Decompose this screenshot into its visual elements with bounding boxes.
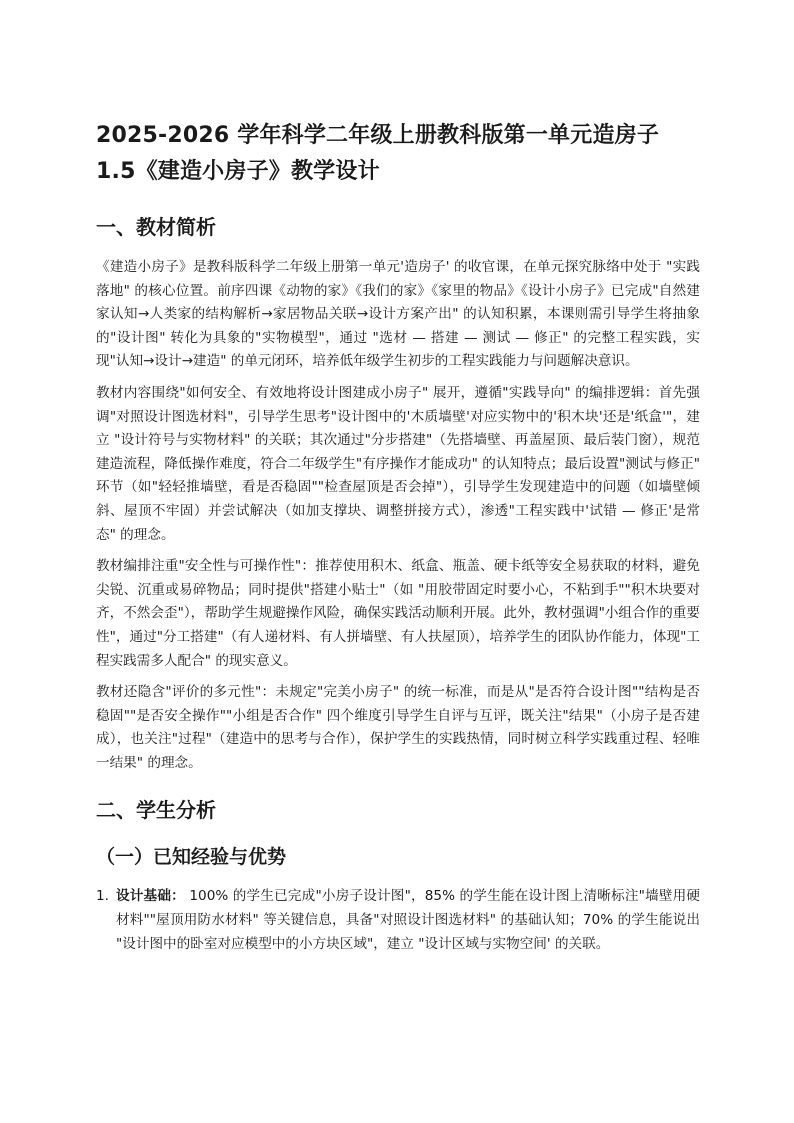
paragraph: 教材还隐含"评价的多元性"：未规定"完美小房子" 的统一标准，而是从"是否符合设计图""结构是否稳固""是否安全操作""小组是否合作" 四个维度引导学生自评与互评，既关注"结果"（小房子是否建成），也关注"过程"（建造中的思考与合作），保护学生的实践热情，同时树立科学实践重过程、轻唯一结果" 的理念。 bbox=[96, 684, 700, 771]
paragraph: 《建造小房子》是教科版科学二年级上册第一单元'造房子' 的收官课，在单元探究脉络中处于 "实践落地" 的核心位置。前序四课《动物的家》《我们的家》《家里的物品》《设计小房子》已完成"自然建家认知→人类家的结构解析→家居物品关联→设计方案产出" 的认知积累，本课则需引导学生将抽象的"设计图" 转化为具象的"实物模型"，通过 "选材 — 搭建 — 测试 — 修正" 的完整工程实践，实现"认知→设计→建造" 的单元闭环，培养低年级学生初步的工程实践能力与问题解决意识。 bbox=[96, 259, 700, 370]
subsection-heading-known-experience: （一）已知经验与优势 bbox=[96, 846, 287, 869]
section-heading-student-analysis: 二、学生分析 bbox=[96, 798, 216, 823]
list-item bbox=[96, 885, 700, 956]
list-item-text: 100% 的学生已完成"小房子设计图"，85% 的学生能在设计图上清晰标注"墙壁用硬材料""屋顶用防水材料" 等关键信息，具备"对照设计图选材料" 的基础认知；70% 的学生能说出 "设计图中的卧室对应模型中的小方块区域"，建立 "设计区域与实物空间' 的关联。 bbox=[116, 888, 701, 952]
section-heading-textbook-analysis: 一、教材简析 bbox=[96, 215, 216, 239]
paragraph: 教材内容围绕"如何安全、有效地将设计图建成小房子" 展开，遵循"实践导向" 的编排逻辑：首先强调"对照设计图选材料"，引导学生思考"设计图中的'木质墙壁'对应实物中的'积木块'还是'纸盒'"，建立 "设计符号与实物材料" 的关联；其次通过"分步搭建"（先搭墙壁、再盖屋顶、最后装门窗），规范建造流程，降低操作难度，符合二年级学生"有序操作才能成功" 的认知特点；最后设置"测试与修正" 环节（如"轻轻推墙壁，看是否稳固""检查屋顶是否会掉"），引导学生发现建造中的问题（如墙壁倾斜、屋顶不牢固）并尝试解决（如加支撑块、调整拼接方式），渗透"工程实践中'试错 — 修正'是常态" 的理念。 bbox=[96, 384, 701, 543]
document-title: 2025-2026 学年科学二年级上册教科版第一单元造房子 1.5《建造小房子》教学设计 bbox=[96, 123, 660, 184]
document-page bbox=[96, 118, 700, 956]
list-item-number: 1. bbox=[96, 888, 109, 905]
list-item-label: 设计基础： bbox=[116, 888, 185, 905]
numbered-list bbox=[96, 885, 700, 956]
paragraph: 教材编排注重"安全性与可操作性"：推荐使用积木、纸盒、瓶盖、硬卡纸等安全易获取的材料，避免尖锐、沉重或易碎物品；同时提供"搭建小贴士"（如 "用胶带固定时要小心，不粘到手""积木块要对齐，不然会歪"），帮助学生规避操作风险，确保实践活动顺利开展。此外，教材强调"小组合作的重要性"，通过"分工搭建"（有人递材料、有人拼墙壁、有人扶屋顶），培养学生的团队协作能力，体现"工程实践需多人配合" 的现实意义。 bbox=[96, 558, 700, 669]
